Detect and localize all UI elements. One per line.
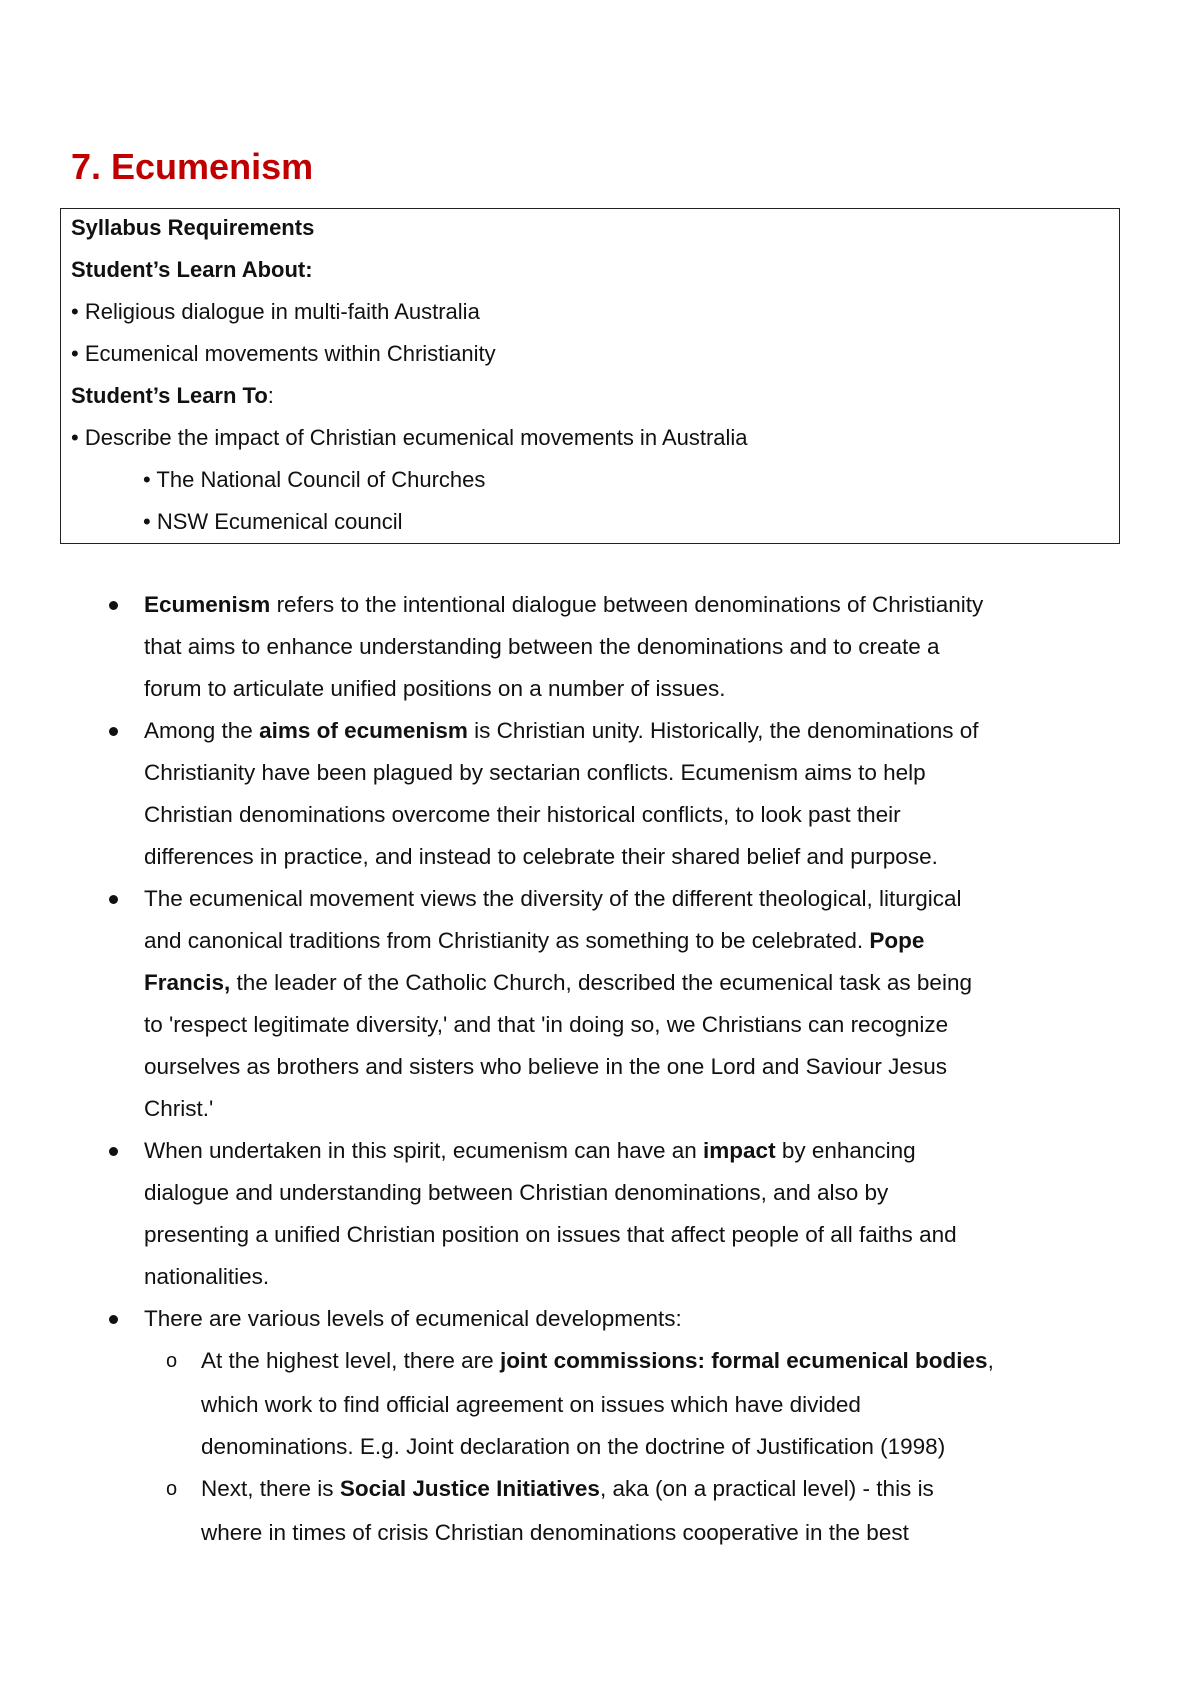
term-joint-commissions: joint commissions: formal ecumenical bodies [499, 1348, 988, 1373]
term-pope: Pope [869, 928, 925, 953]
bullet-3-line: The ecumenical movement views the diversity of the different theological, liturgical [144, 886, 962, 911]
term-impact: impact [703, 1138, 776, 1163]
text-span: When undertaken in this spirit, ecumenism can have an [144, 1138, 704, 1163]
sub-bullet-1-line: which work to find official agreement on issues which have divided [201, 1392, 861, 1417]
text-span: and canonical traditions from Christianity as something to be celebrated. [144, 928, 870, 953]
bullet-4-line: nationalities. [144, 1264, 270, 1289]
term-ecumenism: Ecumenism [144, 592, 271, 617]
bullet-3-line: Christ.' [144, 1096, 214, 1121]
syllabus-heading: Syllabus Requirements [71, 215, 315, 240]
bullet-dot [109, 895, 118, 904]
bullet-dot [109, 727, 118, 736]
bullet-2-line: differences in practice, and instead to celebrate their shared belief and purpose. [144, 844, 938, 869]
learn-to-subitem: • NSW Ecumenical council [143, 509, 403, 534]
bullet-3-line [144, 920, 924, 962]
learn-to-item: • Describe the impact of Christian ecumenical movements in Australia [71, 425, 748, 450]
term-social-justice-initiatives: Social Justice Initiatives [339, 1476, 600, 1501]
text-span: At the highest level, there are [201, 1348, 500, 1373]
text-span: Next, there is [201, 1476, 340, 1501]
sub-bullet-2-line [201, 1468, 934, 1510]
text-span: by enhancing [775, 1138, 916, 1163]
sub-bullet-1-line [201, 1340, 994, 1382]
bullet-4-line [144, 1130, 916, 1172]
bullet-3-line: ourselves as brothers and sisters who believe in the one Lord and Saviour Jesus [144, 1054, 947, 1079]
bullet-dot [109, 1315, 118, 1324]
bullet-2-line [144, 710, 979, 752]
learn-to-subitem: • The National Council of Churches [143, 467, 486, 492]
text-span: is Christian unity. Historically, the denominations of [467, 718, 979, 743]
learn-about-label: Student’s Learn About: [71, 257, 313, 282]
bullet-1-line: that aims to enhance understanding between the denominations and to create a [144, 634, 940, 659]
bullet-3-line [144, 962, 972, 1004]
text-span: the leader of the Catholic Church, described the ecumenical task as being [230, 970, 972, 995]
learn-to-label: Student’s Learn To [71, 383, 268, 408]
text-span: , aka (on a practical level) - this is [599, 1476, 934, 1501]
learn-about-item: • Religious dialogue in multi-faith Australia [71, 299, 480, 324]
sub-bullet-marker: o [166, 1350, 178, 1372]
sub-bullet-marker: o [166, 1478, 178, 1500]
bullet-1-line: forum to articulate unified positions on a number of issues. [144, 676, 726, 701]
sub-bullet-2-line: where in times of crisis Christian denominations cooperative in the best [201, 1520, 909, 1545]
bullet-4-line: presenting a unified Christian position on issues that affect people of all faiths and [144, 1222, 957, 1247]
bullet-dot [109, 1147, 118, 1156]
term-francis: Francis, [144, 970, 231, 995]
syllabus-requirements-box [60, 208, 1120, 544]
learn-about-item: • Ecumenical movements within Christianity [71, 341, 496, 366]
text-span: , [987, 1348, 994, 1373]
bullet-2-line: Christianity have been plagued by sectarian conflicts. Ecumenism aims to help [144, 760, 926, 785]
learn-to-heading [71, 381, 274, 411]
bullet-4-line: dialogue and understanding between Christian denominations, and also by [144, 1180, 889, 1205]
page-title: 7. Ecumenism [71, 146, 314, 187]
sub-bullet-1-line: denominations. E.g. Joint declaration on the doctrine of Justification (1998) [201, 1434, 946, 1459]
bullet-5-line: There are various levels of ecumenical developments: [144, 1306, 682, 1331]
text-span: Among the [144, 718, 260, 743]
bullet-1-line [144, 584, 983, 626]
learn-to-colon: : [267, 383, 274, 408]
term-aims-of-ecumenism: aims of ecumenism [259, 718, 468, 743]
bullet-3-line: to 'respect legitimate diversity,' and that 'in doing so, we Christians can recognize [144, 1012, 949, 1037]
bullet-2-line: Christian denominations overcome their historical conflicts, to look past their [144, 802, 901, 827]
text-span: refers to the intentional dialogue between denominations of Christianity [270, 592, 984, 617]
bullet-dot [109, 601, 118, 610]
